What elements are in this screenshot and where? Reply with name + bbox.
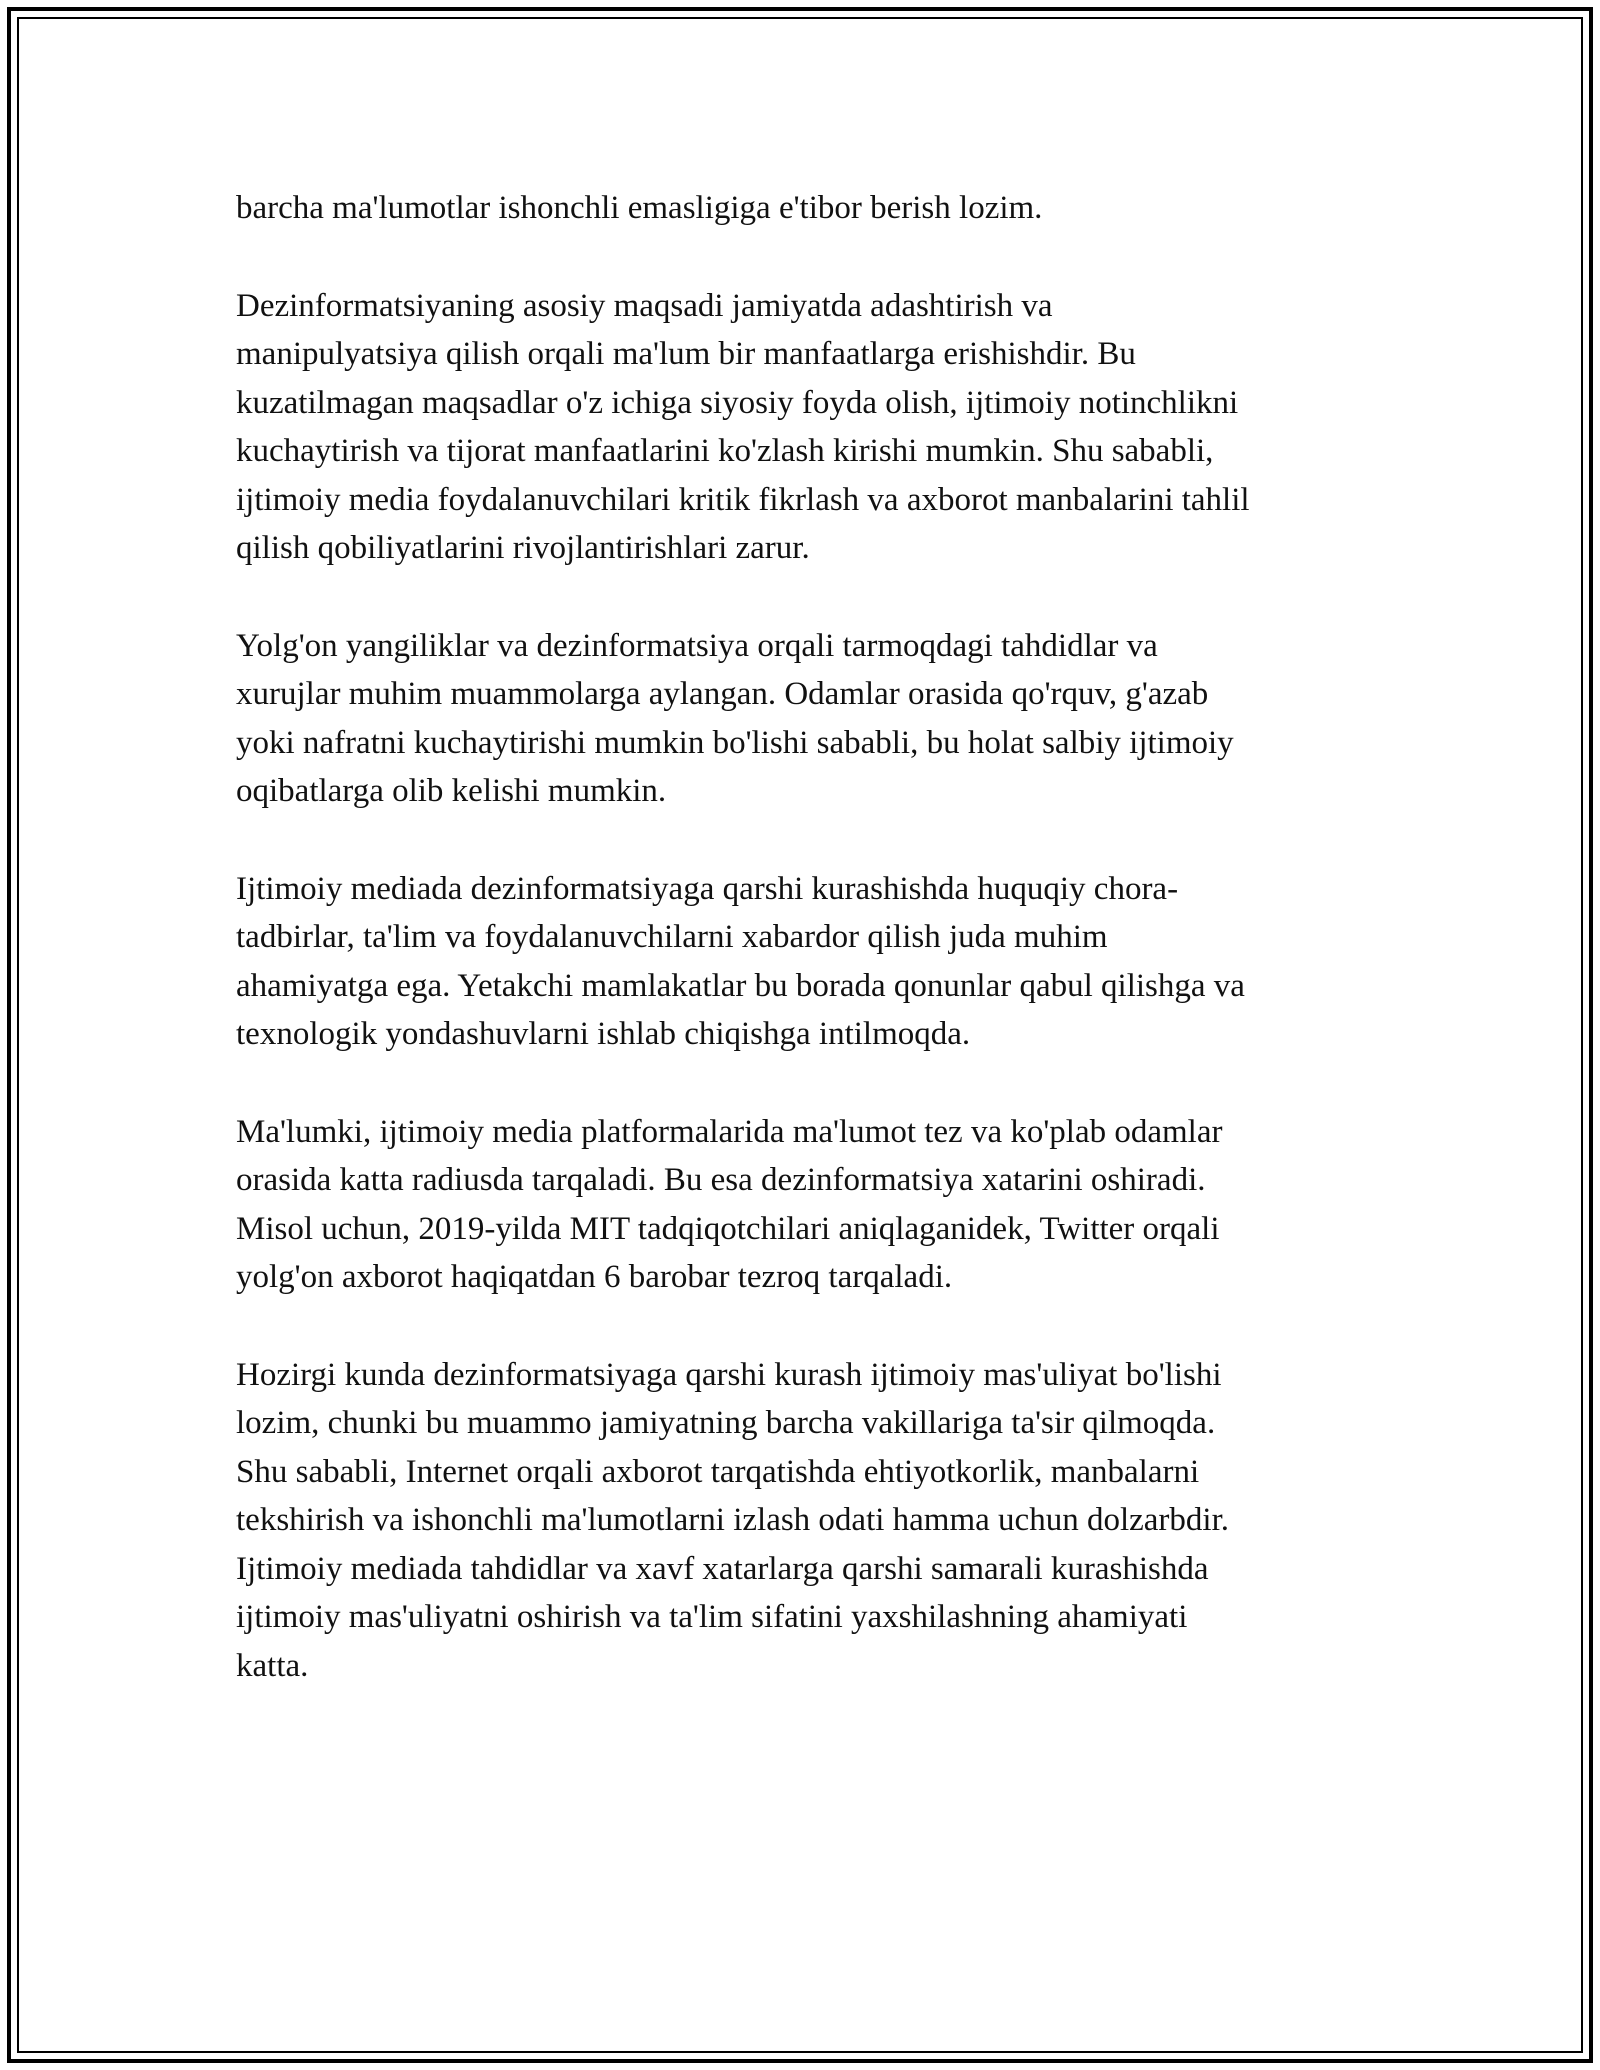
- text-line: oqibatlarga olib kelishi mumkin.: [236, 773, 667, 809]
- text-line: texnologik yondashuvlarni ishlab chiqishga intilmoqda.: [236, 1016, 971, 1052]
- paragraph: [236, 622, 1386, 816]
- text-line: Misol uchun, 2019-yilda MIT tadqiqotchilari aniqlaganidek, Twitter orqali: [236, 1210, 1220, 1247]
- text-line: manipulyatsiya qilish orqali ma'lum bir manfaatlarga erishishdir. Bu: [236, 336, 1136, 372]
- text-line: tekshirish va ishonchli ma'lumotlarni izlash odati hamma uchun dolzarbdir.: [236, 1502, 1229, 1538]
- text-line: yolg'on axborot haqiqatdan 6 barobar tezroq tarqaladi.: [236, 1259, 953, 1295]
- text-line: orasida katta radiusda tarqaladi. Bu esa dezinformatsiya xatarini oshiradi.: [236, 1162, 1206, 1198]
- paragraph: [236, 865, 1386, 1059]
- paragraph: [236, 1108, 1386, 1302]
- text-line: Ijtimoiy mediada tahdidlar va xavf xatarlarga qarshi samarali kurashishda: [236, 1550, 1209, 1587]
- text-line: kuzatilmagan maqsadlar o'z ichiga siyosiy foyda olish, ijtimoiy notinchlikni: [236, 384, 1239, 421]
- text-line: lozim, chunki bu muammo jamiyatning barcha vakillariga ta'sir qilmoqda.: [236, 1405, 1216, 1441]
- text-line: Hozirgi kunda dezinformatsiyaga qarshi kurash ijtimoiy mas'uliyat bo'lishi: [236, 1356, 1222, 1393]
- text-line: yoki nafratni kuchaytirishi mumkin bo'lishi sababli, bu holat salbiy ijtimoiy: [236, 724, 1234, 761]
- paragraph: [236, 282, 1386, 573]
- text-line: qilish qobiliyatlarini rivojlantirishlari zarur.: [236, 530, 810, 566]
- text-line: ijtimoiy media foydalanuvchilari kritik fikrlash va axborot manbalarini tahlil: [236, 481, 1250, 518]
- text-line: barcha ma'lumotlar ishonchli emasligiga e'tibor berish lozim.: [236, 190, 1043, 226]
- text-line: Ijtimoiy mediada dezinformatsiyaga qarshi kurashishda huquqiy chora-: [236, 870, 1179, 907]
- text-line: ijtimoiy mas'uliyatni oshirish va ta'lim sifatini yaxshilashning ahamiyati: [236, 1599, 1188, 1635]
- paragraph: [236, 1351, 1386, 1691]
- text-line: kuchaytirish va tijorat manfaatlarini ko'zlash kirishi mumkin. Shu sababli,: [236, 433, 1214, 469]
- text-line: ahamiyatga ega. Yetakchi mamlakatlar bu borada qonunlar qabul qilishga va: [236, 967, 1245, 1004]
- text-line: Dezinformatsiyaning asosiy maqsadi jamiyatda adashtirish va: [236, 287, 1053, 324]
- text-line: Ma'lumki, ijtimoiy media platformalarida ma'lumot tez va ko'plab odamlar: [236, 1113, 1223, 1150]
- document-body: [236, 184, 1386, 1739]
- text-line: Shu sababli, Internet orqali axborot tarqatishda ehtiyotkorlik, manbalarni: [236, 1453, 1200, 1490]
- text-line: tadbirlar, ta'lim va foydalanuvchilarni xabardor qilish juda muhim: [236, 919, 1108, 955]
- text-line: Yolg'on yangiliklar va dezinformatsiya orqali tarmoqdagi tahdidlar va: [236, 627, 1158, 664]
- text-line: katta.: [236, 1647, 309, 1684]
- text-line: xurujlar muhim muammolarga aylangan. Odamlar orasida qo'rquv, g'azab: [236, 676, 1209, 712]
- paragraph: [236, 184, 1386, 233]
